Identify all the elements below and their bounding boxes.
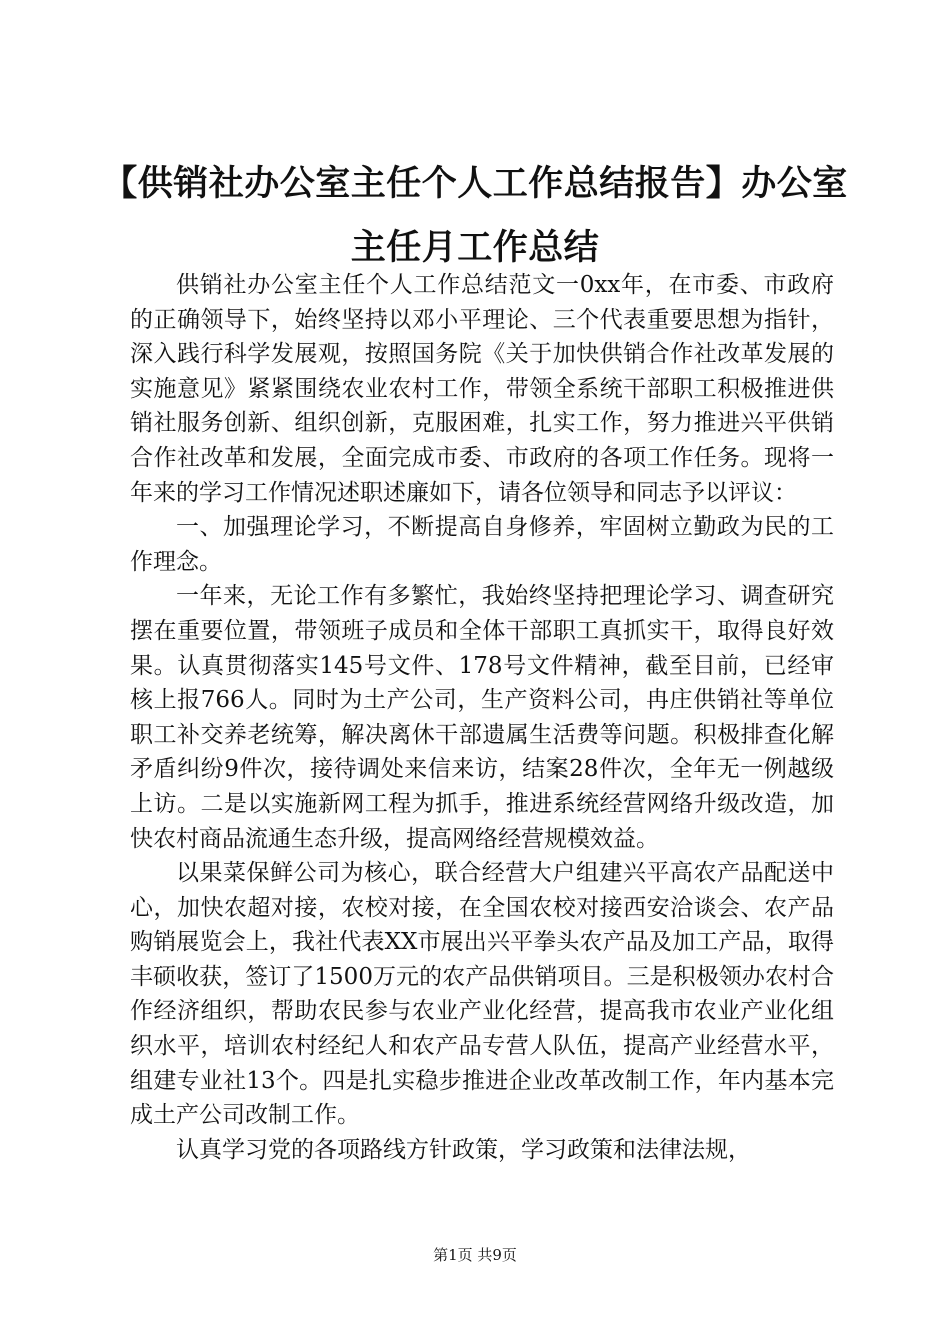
paragraph-section-one-heading: 一、加强理论学习，不断提高自身修养，牢固树立勤政为民的工作理念。 <box>130 514 834 575</box>
document-body <box>130 268 834 1167</box>
paragraph-study: 认真学习党的各项路线方针政策，学习政策和法律法规， <box>176 1136 751 1163</box>
document-title: 【供销社办公室主任个人工作总结报告】办公室主任月工作总结 <box>102 164 848 268</box>
paragraph-work-summary: 一年来，无论工作有多繁忙，我始终坚持把理论学习、调查研究摆在重要位置，带领班子成员和全体干部职工真抓实干，取得良好效果。认真贯彻落实145号文件、178号文件精神，截至目前，已经审核上报766人。同时为土产公司，生产资料公司，冉庄供销社等单位职工补交养老统筹，解决离休干部遗属生活费等问题。积极排查化解矛盾纠纷9件次，接待调处来信来访，结案28件次，全年无一例越级上访。二是以实施新网工程为抓手，推进系统经营网络升级改造，加快农村商品流通生态升级，提高网络经营规模效益。 <box>130 583 834 852</box>
paragraph-agriculture: 以果菜保鲜公司为核心，联合经营大户组建兴平高农产品配送中心，加快农超对接，农校对接，在全国农校对接西安洽谈会、农产品购销展览会上，我社代表XX市展出兴平拳头农产品及加工产品，取得丰硕收获，签订了1500万元的农产品供销项目。三是积极领办农村合作经济组织，帮助农民参与农业产业化经营，提高我市农业产业化组织水平，培训农村经纪人和农产品专营人队伍，提高产业经营水平，组建专业社13个。四是扎实稳步推进企业改革改制工作，年内基本完成土产公司改制工作。 <box>130 860 834 1129</box>
paragraph-intro: 供销社办公室主任个人工作总结范文一0xx年，在市委、市政府的正确领导下，始终坚持以邓小平理论、三个代表重要思想为指针，深入践行科学发展观，按照国务院《关于加快供销合作社改革发展的实施意见》紧紧围绕农业农村工作，带领全系统干部职工积极推进供销社服务创新、组织创新，克服困难，扎实工作，努力推进兴平供销合作社改革和发展，全面完成市委、市政府的各项工作任务。现将一年来的学习工作情况述职述廉如下，请各位领导和同志予以评议： <box>130 272 834 506</box>
page-number-footer: 第1页 共9页 <box>433 1246 517 1264</box>
